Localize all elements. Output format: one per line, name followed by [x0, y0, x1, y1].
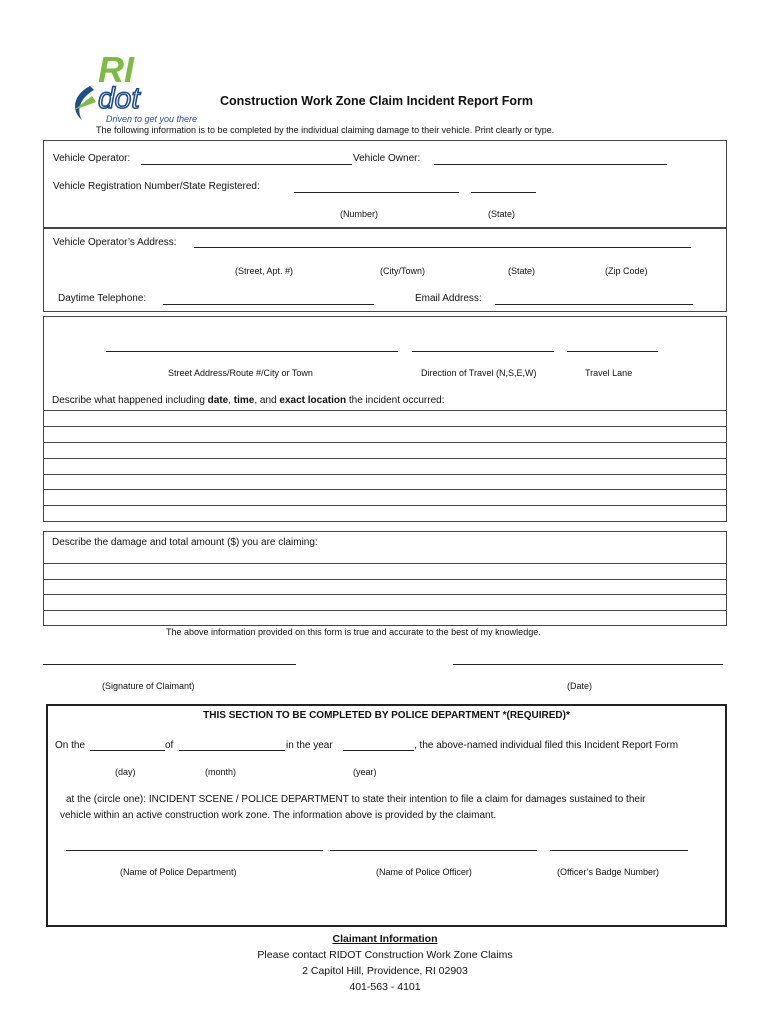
street-caption: (Street, Apt. #): [235, 266, 294, 276]
incident-line-1[interactable]: [44, 410, 726, 411]
incident-line-5[interactable]: [44, 474, 726, 475]
in-the-year-text: in the year: [286, 740, 333, 751]
incident-line-7[interactable]: [44, 505, 726, 506]
number-caption: (Number): [340, 209, 379, 219]
form-title: Construction Work Zone Claim Incident Report Form: [220, 94, 533, 108]
of-text: of: [165, 740, 174, 751]
travel-lane-field[interactable]: [567, 351, 658, 352]
state-caption: (State): [508, 266, 536, 276]
vehicle-owner-field[interactable]: [434, 164, 667, 165]
damage-line-1[interactable]: [44, 563, 726, 564]
address-field[interactable]: [194, 247, 691, 248]
badge-caption: (Officer’s Badge Number): [557, 867, 660, 877]
month-caption: (month): [205, 767, 237, 777]
vehicle-info-section: [43, 140, 727, 228]
registration-number-field[interactable]: [294, 192, 459, 193]
phone-field[interactable]: [163, 304, 374, 305]
incident-line-3[interactable]: [44, 442, 726, 443]
direction-caption: Direction of Travel (N,S,E,W): [421, 368, 537, 378]
claimant-info-heading: Claimant Information: [332, 933, 438, 945]
police-paragraph-line1: at the (circle one): INCIDENT SCENE / POLICE DEPARTMENT to state their intention to file a claim for damages sustained to their: [66, 794, 646, 805]
registration-label: Vehicle Registration Number/State Registered:: [53, 181, 260, 192]
day-caption: (day): [115, 767, 136, 777]
zip-caption: (Zip Code): [605, 266, 648, 276]
city-caption: (City/Town): [380, 266, 426, 276]
address-label: Vehicle Operator’s Address:: [53, 237, 177, 248]
travel-lane-caption: Travel Lane: [585, 368, 633, 378]
police-heading: THIS SECTION TO BE COMPLETED BY POLICE DEPARTMENT *(REQUIRED)*: [203, 710, 570, 721]
footer-contact-line: Please contact RIDOT Construction Work Zone Claims: [257, 949, 513, 961]
comma-text: ,: [228, 395, 234, 406]
dept-caption: (Name of Police Department): [120, 867, 237, 877]
and-text: , and: [254, 395, 280, 406]
incident-line-6[interactable]: [44, 489, 726, 490]
police-officer-field[interactable]: [330, 850, 537, 851]
date-field[interactable]: [453, 664, 723, 665]
ridot-logo: [68, 50, 218, 128]
street-address-field[interactable]: [106, 351, 398, 352]
attestation-statement: The above information provided on this form is true and accurate to the best of my knowledge.: [166, 627, 541, 637]
police-section: [46, 704, 727, 927]
form-instructions: The following information is to be completed by the individual claiming damage to their vehicle. Print clearly or type.: [96, 125, 555, 135]
vehicle-owner-label: Vehicle Owner:: [353, 153, 421, 164]
logo-ri-text: RI: [98, 50, 134, 90]
email-label: Email Address:: [415, 293, 482, 304]
incident-line-4[interactable]: [44, 458, 726, 459]
footer-phone-line: 401-563 - 4101: [349, 981, 421, 993]
describe-suffix: the incident occurred:: [346, 395, 445, 406]
damage-line-4[interactable]: [44, 610, 726, 611]
year-field[interactable]: [343, 750, 414, 751]
above-named-text: , the above-named individual filed this Incident Report Form: [414, 740, 679, 751]
time-word: time: [233, 395, 255, 406]
date-word: date: [207, 395, 229, 406]
registration-state-field[interactable]: [471, 192, 536, 193]
email-field[interactable]: [495, 304, 693, 305]
incident-line-2[interactable]: [44, 426, 726, 427]
day-field[interactable]: [90, 750, 165, 751]
operator-address-section: [43, 228, 727, 312]
footer-address-line: 2 Capitol Hill, Providence, RI 02903: [302, 965, 468, 977]
damage-line-3[interactable]: [44, 594, 726, 595]
signature-field[interactable]: [43, 664, 296, 665]
signature-caption: (Signature of Claimant): [102, 681, 195, 691]
officer-caption: (Name of Police Officer): [376, 867, 472, 877]
damage-section: [43, 531, 727, 626]
street-address-caption: Street Address/Route #/City or Town: [168, 368, 313, 378]
date-caption: (Date): [567, 681, 593, 691]
state-caption: (State): [488, 209, 516, 219]
logo-tagline: Driven to get you there: [106, 114, 198, 124]
location-word: exact location: [279, 395, 347, 406]
logo-dot-text: DOT: [98, 82, 140, 115]
incident-location-section: [43, 316, 727, 522]
vehicle-operator-label: Vehicle Operator:: [53, 153, 131, 164]
vehicle-operator-field[interactable]: [141, 164, 352, 165]
describe-incident-label: [52, 395, 444, 406]
year-caption: (year): [353, 767, 377, 777]
damage-label: Describe the damage and total amount ($) you are claiming:: [52, 537, 318, 548]
police-paragraph-line2: vehicle within an active construction work zone. The information above is provided by the claimant.: [60, 810, 497, 821]
damage-line-2[interactable]: [44, 579, 726, 580]
police-dept-field[interactable]: [66, 850, 323, 851]
direction-field[interactable]: [412, 351, 554, 352]
on-the-text: On the: [55, 740, 86, 751]
month-field[interactable]: [179, 750, 285, 751]
badge-number-field[interactable]: [550, 850, 688, 851]
describe-prefix: Describe what happened including: [52, 395, 208, 406]
phone-label: Daytime Telephone:: [58, 293, 147, 304]
ridot-logo-graphic: [68, 50, 218, 128]
